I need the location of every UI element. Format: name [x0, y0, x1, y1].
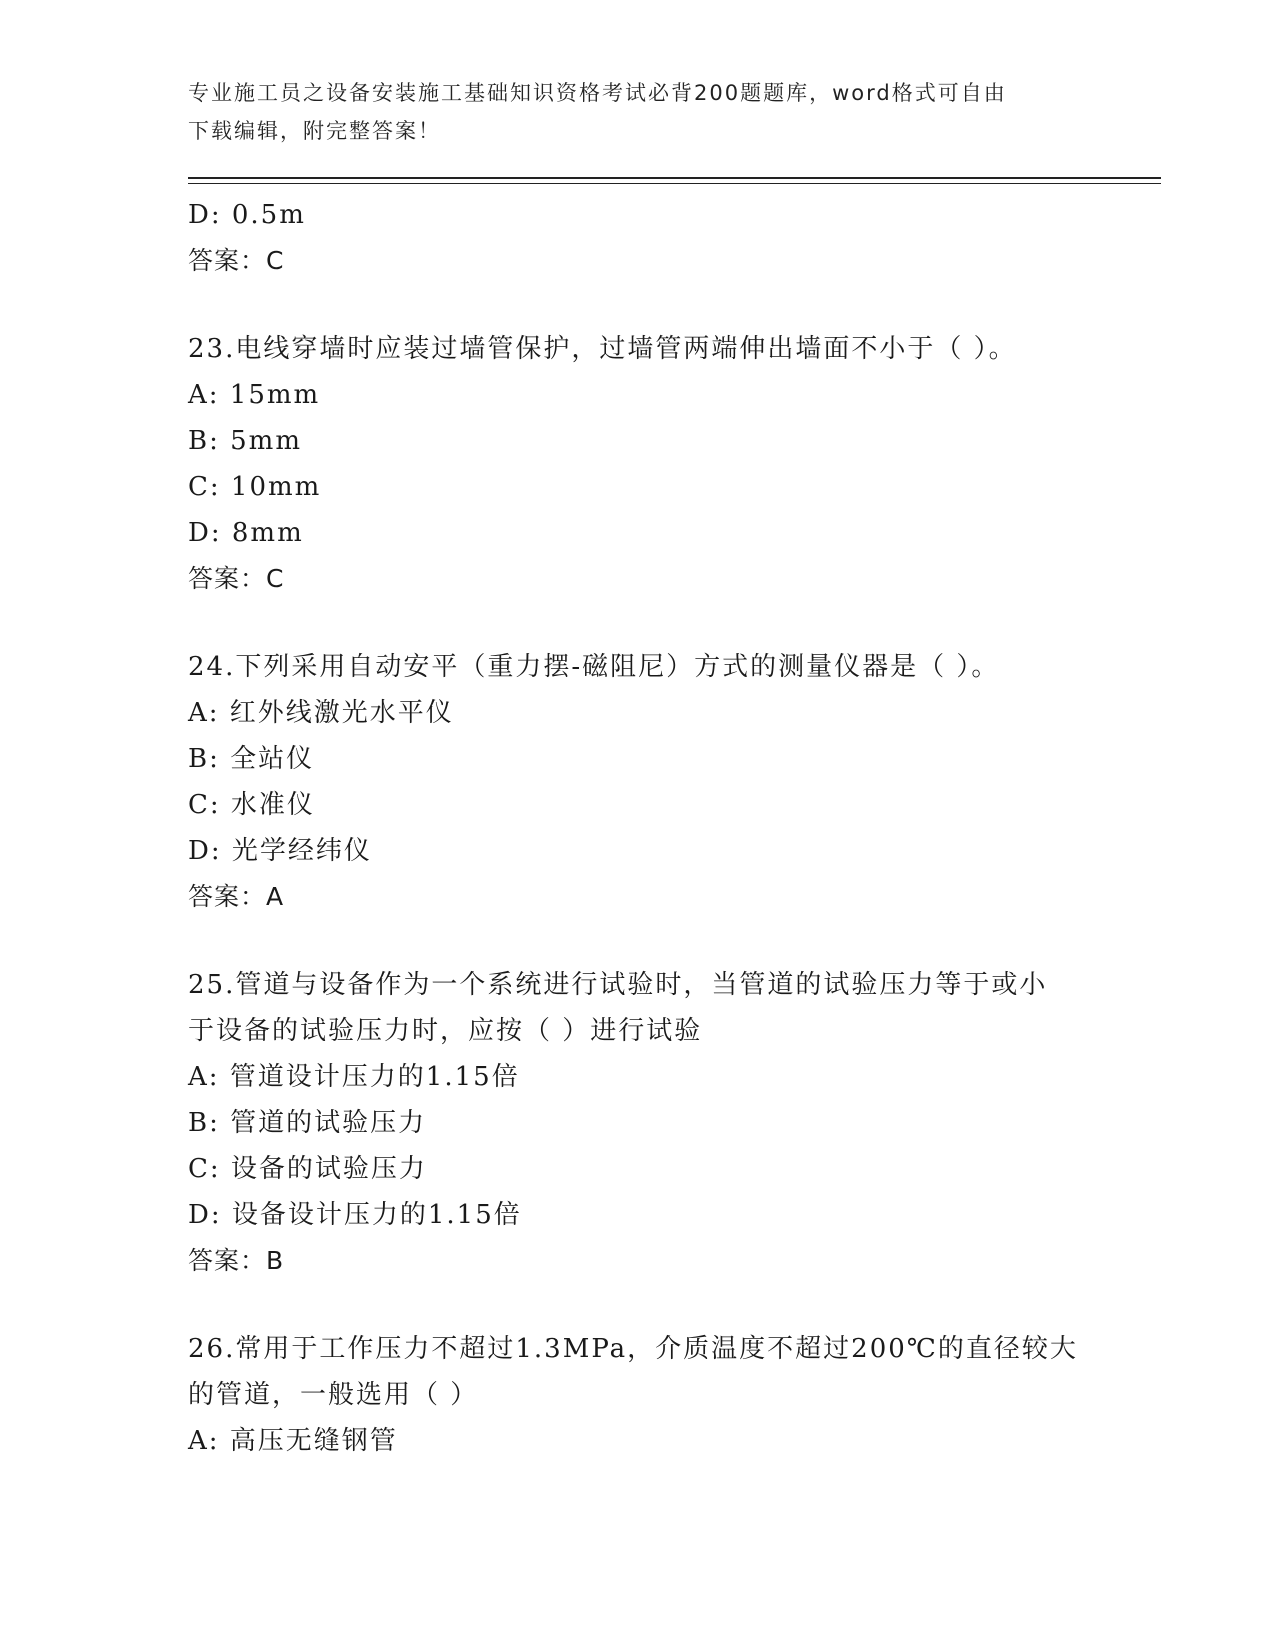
option-c: C: 水准仪 — [188, 790, 315, 820]
question-23 — [188, 326, 1088, 602]
header-line-1: 专业施工员之设备安装施工基础知识资格考试必背200题题库，word格式可自由 — [188, 81, 1007, 105]
question-stem-line-2: 于设备的试验压力时，应按（ ）进行试验 — [188, 1016, 703, 1046]
spacer — [188, 920, 1088, 962]
spacer — [188, 602, 1088, 644]
option-d: D: 8mm — [188, 518, 304, 548]
question-stem-line-1: 26.常用于工作压力不超过1.3MPa，介质温度不超过200℃的直径较大 — [188, 1334, 1078, 1364]
option-a: A: 红外线激光水平仪 — [188, 698, 454, 728]
option-c: C: 10mm — [188, 472, 322, 502]
answer-line: 答案：B — [188, 1246, 285, 1275]
option-a: A: 管道设计压力的1.15倍 — [188, 1062, 520, 1092]
document-header — [188, 74, 1068, 150]
question-stem: 24.下列采用自动安平（重力摆-磁阻尼）方式的测量仪器是（ ）。 — [188, 652, 1000, 682]
header-line-2: 下载编辑，附完整答案！ — [188, 119, 441, 143]
option-d: D: 设备设计压力的1.15倍 — [188, 1200, 522, 1230]
option-b: B: 管道的试验压力 — [188, 1108, 427, 1138]
option-a: A: 高压无缝钢管 — [188, 1426, 398, 1456]
question-26 — [188, 1326, 1088, 1464]
header-divider-thin — [188, 183, 1161, 184]
option-d: D: 0.5m — [188, 200, 306, 230]
option-b: B: 5mm — [188, 426, 302, 456]
option-c: C: 设备的试验压力 — [188, 1154, 427, 1184]
question-stem: 23.电线穿墙时应装过墙管保护，过墙管两端伸出墙面不小于（ ）。 — [188, 334, 1017, 364]
answer-line: 答案：C — [188, 246, 285, 275]
option-a: A: 15mm — [188, 380, 321, 410]
question-stem-line-2: 的管道，一般选用（ ） — [188, 1380, 479, 1410]
question-24 — [188, 644, 1088, 920]
option-d: D: 光学经纬仪 — [188, 836, 372, 866]
question-25 — [188, 962, 1088, 1284]
question-stem-line-1: 25.管道与设备作为一个系统进行试验时，当管道的试验压力等于或小 — [188, 970, 1048, 1000]
spacer — [188, 1284, 1088, 1326]
header-divider-thick — [188, 177, 1161, 179]
answer-line: 答案：C — [188, 564, 285, 593]
answer-line: 答案：A — [188, 882, 285, 911]
spacer — [188, 284, 1088, 326]
question-content — [188, 192, 1088, 1464]
option-b: B: 全站仪 — [188, 744, 315, 774]
